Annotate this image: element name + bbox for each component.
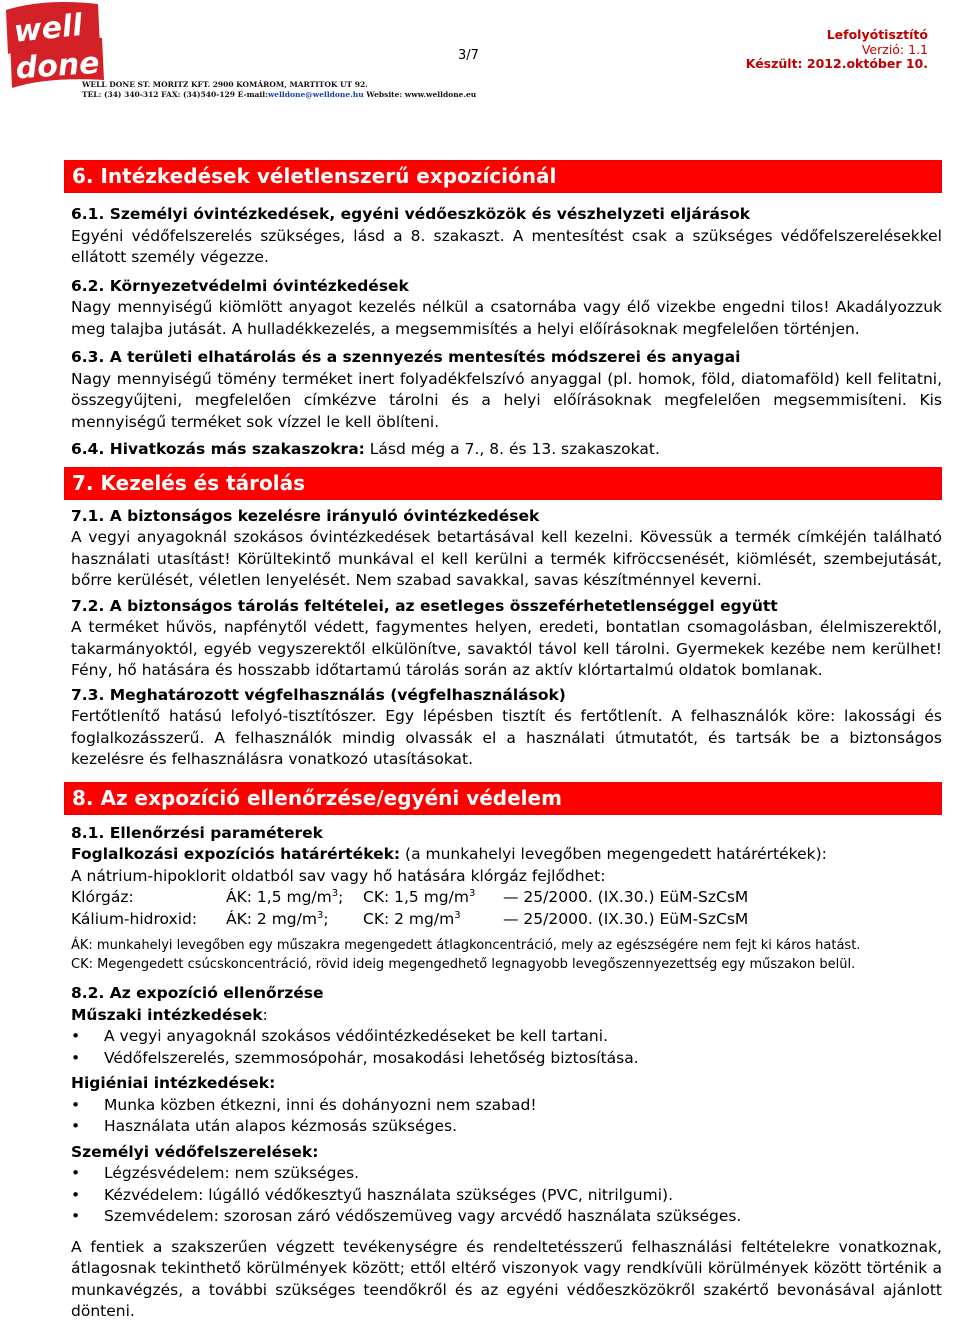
subsection-7-2-text: A terméket hűvös, napfénytől védett, fagymentes helyen, eredeti, bontatlan csomagolásban, élelmiszerektől, takarmányoktól, egyéb vegyszerektől elkülönítve, savaktól távol kell tárolni. Gyermekek kezébe nem kerülhet! Fény, hő hatására és hosszabb időtartamú tárolás során az aktív klórtartalmú oldatok bomlanak. (71, 618, 942, 679)
list-item: • Légzésvédelem: nem szükséges. (71, 1163, 942, 1185)
subsection-6-3-text: Nagy mennyiségű tömény terméket inert folyadékfelszívó anyaggal (pl. homok, föld, diatomaföld) kell felitatni, összegyűjteni, megfelelően címkézve tárolni és a helyi előírásoknak megfelelően megsemmisíteni. Kis mennyiségű terméket sok vízzel le kell öblíteni. (71, 369, 942, 431)
list-item: • Védőfelszerelés, szemmosópohár, mosakodási lehetőség biztosítása. (71, 1048, 942, 1070)
subsection-6-1-title: 6.1. Személyi óvintézkedések, egyéni védőeszközök és vészhelyzeti eljárások (71, 205, 751, 223)
chlorine-warning: A nátrium-hipoklorit oldatból sav vagy hő hatására klórgáz fejlődhet: (71, 866, 606, 885)
contact-address: WELL DONE ST. MORITZ KFT. 2900 KOMÁROM, MARTITOK UT 92. (82, 80, 368, 89)
list-item: • A vegyi anyagoknál szokásos védőintézkedéseket be kell tartani. (71, 1026, 942, 1048)
unit-exponent: 3 (331, 887, 339, 899)
limit-ck-value: CK: 2 mg/m (363, 909, 455, 928)
subsection-8-1-title: 8.1. Ellenőrzési paraméterek (71, 823, 323, 842)
limit-ak-value: ÁK: 1,5 mg/m (226, 888, 332, 906)
separator: ; (338, 888, 344, 906)
list-item: • Használata után alapos kézmosás szükséges. (71, 1116, 942, 1138)
exposure-limits-intro (71, 844, 942, 866)
unit-exponent: 3 (454, 909, 461, 921)
note-ck-definition: CK: Megengedett csúcskoncentráció, rövid ideig megengedhető legnagyobb levegőszennyezettség egy műszakon belül. (71, 957, 856, 972)
section-7-heading: 7. Kezelés és tárolás (64, 467, 942, 500)
made-date: Készült: 2012.október 10. (745, 56, 928, 71)
ppe-heading: Személyi védőfelszerelések: (71, 1142, 319, 1161)
limit-reference: — 25/2000. (IX.30.) EüM-SzCsM (503, 909, 749, 928)
unit-exponent: 3 (468, 887, 476, 899)
exposure-limits-note: (a munkahelyi levegőben megengedett határértékek): (400, 845, 827, 863)
subsection-7-3-title: 7.3. Meghatározott végfelhasználás (végfelhasználások) (71, 685, 566, 704)
subsection-6-3-title: 6.3. A területi elhatárolás és a szennyezés mentesítés módszerei és anyagai (71, 348, 741, 366)
limit-ck-value: CK: 1,5 mg/m (363, 888, 469, 906)
contact-phone: TEL: (34) 340-312 FAX: (34)540-129 E-mail: (82, 90, 268, 99)
list-item: • Kézvédelem: lúgálló védőkesztyű használata szükséges (PVC, nitrilgumi). (71, 1185, 942, 1207)
closing-paragraph: A fentiek a szakszerűen végzett tevékenységre és rendeltetésszerű felhasználási feltételekre vonatkoznak, átlagosnak tekinthető körülmények között; ettől eltérő viszonyok vagy rendkívüli körülmények között történik a munkavégzés, a további szükséges teendőkről és az egyéni védőeszközökről szakértő bevonásával ajánlott dönteni. (71, 1237, 942, 1320)
hygiene-measures-list (71, 1095, 942, 1138)
technical-measures-heading (71, 1005, 942, 1027)
limit-substance: Kálium-hidroxid: (71, 909, 198, 928)
separator: ; (323, 909, 329, 928)
subsection-6-2-title: 6.2. Környezetvédelmi óvintézkedések (71, 276, 409, 295)
hygiene-measures-heading: Higiéniai intézkedések: (71, 1074, 276, 1092)
document-body (71, 160, 942, 1323)
document-meta (746, 28, 928, 72)
limit-ck (363, 909, 503, 931)
logo-word-well: well (12, 7, 85, 50)
subsection-8-2-title: 8.2. Az expozíció ellenőrzése (71, 984, 324, 1002)
section-6-heading: 6. Intézkedések véletlenszerű expozíciónál (64, 160, 942, 193)
subsection-6-1-text: Egyéni védőfelszerelés szükséges, lásd a 8. szakaszt. A mentesítést csak a szükséges védőfelszerelésekkel ellátott személy végezze. (71, 226, 942, 266)
well-done-logo (2, 0, 110, 90)
note-ak-definition: ÁK: munkahelyi levegőben egy műszakra megengedett átlagkoncentráció, mely az egészségére nem fejt ki káros hatást. (71, 938, 861, 953)
subsection-6-4-text: Lásd még a 7., 8. és 13. szakaszokat. (364, 440, 660, 458)
contact-block (82, 80, 476, 100)
limit-ck (363, 887, 503, 909)
list-item: • Munka közben étkezni, inni és dohányozni nem szabad! (71, 1095, 942, 1117)
technical-measures-colon: : (262, 1005, 268, 1024)
contact-email[interactable]: welldone@welldone.hu (267, 90, 364, 99)
limit-ak (226, 909, 363, 931)
limit-reference: — 25/2000. (IX.30.) EüM-SzCsM (503, 888, 749, 906)
subsection-6-4 (71, 439, 942, 461)
subsection-7-3-text: Fertőtlenítő hatású lefolyó-tisztítószer. Egy lépésben tisztít és fertőtlenít. A felhasználók köre: lakossági és foglalkozásszerű. A felhasználók mindig olvassák el a használati útmutatót, és tartsák be a biztonságos kezelésre és felhasználásra vonatkozó utasításokat. (71, 707, 942, 768)
subsection-7-1-text: A vegyi anyagoknál szokásos óvintézkedések betartásával kell kezelni. Kövessük a termék címkéjén található használati utasítást! Körültekintő munkával el kell kerülni a termék kifröccsenését, kiömlését, szembejutását, bőrre kerülését, véletlen lenyelését. Nem szabad savakkal, savas készítménnyel keverni. (71, 528, 942, 589)
version: Verzió: 1.1 (861, 41, 928, 57)
unit-exponent: 3 (316, 909, 324, 921)
contact-web-label: Website: (363, 90, 405, 99)
page-header (0, 0, 960, 110)
section-8-heading: 8. Az expozíció ellenőrzése/egyéni védelem (64, 782, 942, 815)
subsection-6-4-title: 6.4. Hivatkozás más szakaszokra: (71, 440, 365, 458)
contact-phone-line (82, 90, 476, 100)
limit-row-potassium-hydroxide (71, 909, 942, 931)
limit-ak (226, 887, 363, 909)
logo-word-done: done (14, 45, 101, 87)
exposure-limits-label: Foglalkozási expozíciós határértékek: (71, 845, 401, 863)
list-item: • Szemvédelem: szorosan záró védőszemüveg vagy arcvédő használata szükséges. (71, 1206, 942, 1228)
limit-ak-value: ÁK: 2 mg/m (226, 909, 317, 928)
limit-row-chlorine (71, 887, 942, 909)
contact-website[interactable]: www.welldone.eu (404, 90, 477, 99)
limit-substance: Klórgáz: (71, 888, 134, 906)
technical-measures-list (71, 1026, 942, 1069)
subsection-7-1-title: 7.1. A biztonságos kezelésre irányuló óvintézkedések (71, 506, 540, 525)
product-name: Lefolyótisztító (826, 27, 928, 42)
subsection-6-2-text: Nagy mennyiségű kiömlött anyagot kezelés nélkül a csatornába vagy élő vizekbe engedni tilos! Akadályozzuk meg talajba jutását. A hulladékkezelés, a megsemmisítés a helyi előírásoknak megfelelően történjen. (71, 298, 942, 338)
technical-measures-label: Műszaki intézkedések (71, 1005, 263, 1024)
ppe-list (71, 1163, 942, 1228)
page-number: 3/7 (458, 48, 479, 63)
subsection-7-2-title: 7.2. A biztonságos tárolás feltételei, az esetleges összeférhetetlenséggel együtt (71, 596, 778, 615)
